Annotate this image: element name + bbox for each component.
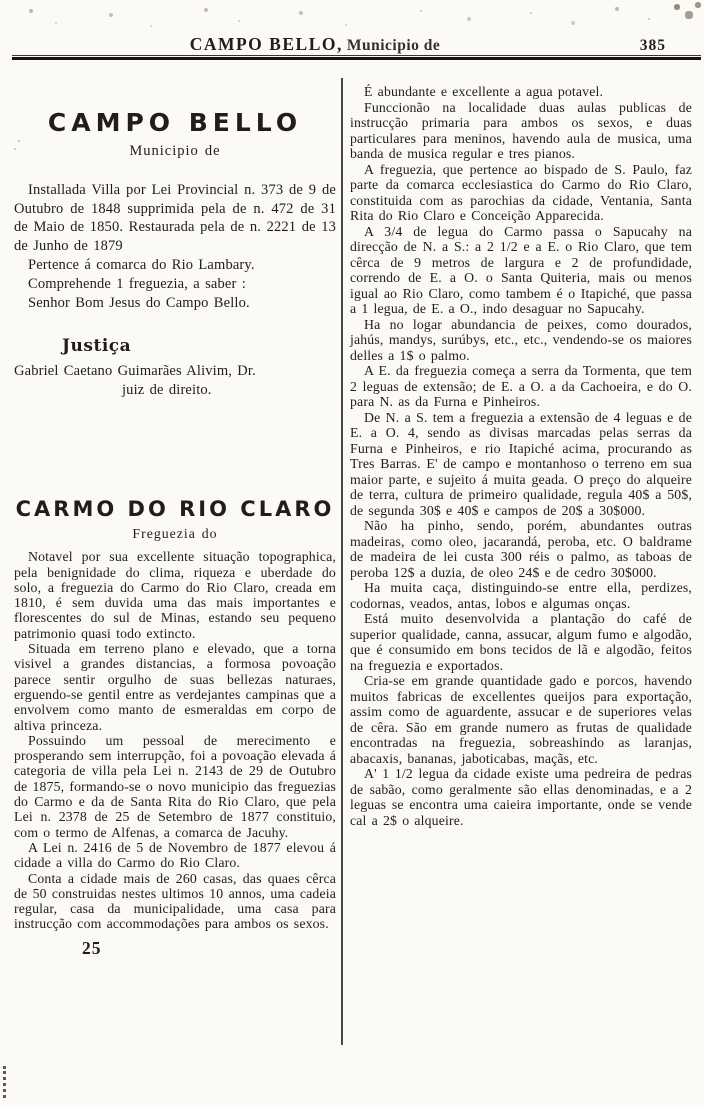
left-column (14, 62, 336, 1107)
section-subheading: Freguezia do (132, 526, 218, 541)
paragraph: Está muito desenvolvida a plantação do café de superior qualidade, canna, assucar, algum fumo e algodão, que é consumido em bons tecidos de lã e algodão, feitos na freguezia e exportados. (350, 611, 692, 673)
section-campo-bello (14, 108, 336, 400)
paragraph: É abundante e excellente a agua potavel. (364, 84, 604, 99)
justica-heading: Justiça (62, 336, 132, 357)
running-title-sub: Municipio de (346, 37, 441, 54)
paragraph: Possuindo um pessoal de merecimento e prosperando sem interrupção, foi a povoação elevada á categoria de villa pela Lei n. 2143 de 29 de Outubro de 1875, formando-se o novo municipio das freguezias do Carmo e da de Santa Rita do Rio Claro, que pela Lei n. 2378 de 25 de Setembro de 1877 constituio, com o termo de Alfenas, a comarca de Jacuhy. (14, 732, 336, 840)
paragraph: Notavel por sua excellente situação topographica, pela benignidade do clima, riqueza e uberdade do solo, a freguezia do Carmo do Rio Claro, creada em 1810, é sem duvida uma das mais importantes e florescentes do sul de Minas, estando seu pequeno patrimonio quasi todo extincto. (14, 549, 336, 641)
paragraph: Cria-se em grande quantidade gado e porcos, havendo muitos fabricas de excellentes queijos para exportação, assim como de aguardente, assucar e de superiores velas de cêra. São em grande numero as frutas de qualidade encontradas na freguezia, sobreashindo as laranjas, abacaxis, bananas, jaboticabas, maçãs, etc. (350, 673, 692, 766)
paragraph: Ha muita caça, distinguindo-se entre ella, perdizes, codornas, veados, antas, lobos e algumas onças. (350, 580, 692, 611)
paragraph: Comprehende 1 freguezia, a saber : (28, 275, 246, 292)
paragraph: A E. da freguezia começa a serra da Tormenta, que tem 2 leguas de extensão; de E. a O. a da Cachoeira, e do O. para N. as da Furna e Pinheiros. (350, 363, 692, 409)
page-number: 385 (639, 37, 666, 54)
section-heading-carmo: CARMO DO RIO CLARO (15, 497, 335, 521)
paragraph: A' 1 1/2 legua da cidade existe uma pedreira de pedras de sabão, como geralmente são ellas denominadas, e a 2 leguas se encontra uma caieira importante, onde se vende cal a 2$ o alqueire. (350, 766, 692, 828)
paragraph: Pertence á comarca do Rio Lambary. (28, 256, 255, 273)
paragraph: Installada Villa por Lei Provincial n. 373 de 9 de Outubro de 1848 supprimida pela de n. 472 de 31 de Maio de 1850. Restaurada pela de n. 2221 de 13 de Junho de 1879 (14, 181, 336, 255)
right-column (350, 84, 692, 828)
paragraph: Não ha pinho, sendo, porém, abundantes outras madeiras, como oleo, jacarandá, peroba, etc. O baldrame de madeira de lei custa 300 réis o palmo, as taboas de peroba 12$ a duzia, de oleo 24$ e de cedro 30$000. (350, 518, 692, 580)
paragraph: A 3/4 de legua do Carmo passa o Sapucahy na direcção de N. a S.: a 2 1/2 e a E. o Rio Claro, que tem cêrca de 9 metros de largura e 2 de profundidade, correndo de E. a O. o Santa Quiteria, mais ou menos igual ao Rio Claro, como tambem é o Itapiché, que passa a 1 legua, de E. a O., indo desaguar no Sapucahy. (350, 223, 692, 316)
section-subheading: Municipio de (129, 143, 221, 159)
printer-signature-mark: 25 (82, 937, 102, 958)
paragraph: Funccionão na localidade duas aulas publicas de instrucção primaria para ambos os sexos, e duas particulares para meninos, havendo aula de musica, uma banda de musica regular e tres pianos. (350, 99, 692, 161)
header-rule (12, 55, 701, 60)
justica-judge-name: Gabriel Caetano Guimarães Alivim, Dr. (14, 363, 256, 380)
running-title-main: CAMPO BELLO, (189, 34, 343, 54)
justica-judge-title: juiz de direito. (122, 382, 212, 399)
section-heading-campo-bello: CAMPO BELLO (47, 108, 303, 137)
scan-edge-mark (3, 1066, 6, 1098)
paragraph: Ha no logar abundancia de peixes, como dourados, jahús, mandys, surúbys, etc., etc., vendendo-se os maiores delles a 1$ o palmo. (350, 316, 692, 363)
column-divider (341, 78, 343, 1045)
paragraph: Situada em terreno plano e elevado, que a torna visivel a grandes distancias, a formosa povoação parece sentir orgulho de suas bellezas naturaes, erguendo-se gentil entre as verdejantes campinas que a envolvem como manto de esmeraldas em corpo de altiva princeza. (14, 641, 336, 733)
paragraph: De N. a S. tem a freguezia a extensão de 4 leguas e de E. a O. 4, sendo as divisas marcadas pelas serras da Furna e Pinheiros, e rio Itapiché acima, procurando as Tres Barras. E' de campo e montanhoso o terreno em sua maior parte, e sujeito á muita geada. O preço do alqueire de terra, cultura de primeiro qualidade, regula 40$ a 50$, de segunda 30$ e 40$ e campos de 20$ a 30$000. (350, 409, 692, 518)
running-title (0, 34, 630, 55)
paragraph: A freguezia, que pertence ao bispado de S. Paulo, faz parte da comarca ecclesiastica do Carmo do Rio Claro, constituida com as parochias da cidade, Ventania, Santa Rita do Rio Claro e Conceição Apparecida. (350, 161, 692, 223)
paragraph: A Lei n. 2416 de 5 de Novembro de 1877 elevou á cidade a villa do Carmo do Rio Claro. (14, 839, 336, 871)
paragraph: Conta a cidade mais de 260 casas, das quaes cêrca de 50 construidas nestes ultimos 10 annos, uma cadeia regular, casa da municipalidade, uma casa para instrucção com accommodações para ambos os sexos. (14, 870, 336, 932)
scan-noise (0, 0, 2, 2)
paragraph: Senhor Bom Jesus do Campo Bello. (28, 294, 250, 311)
section-carmo-do-rio-claro (14, 497, 336, 959)
